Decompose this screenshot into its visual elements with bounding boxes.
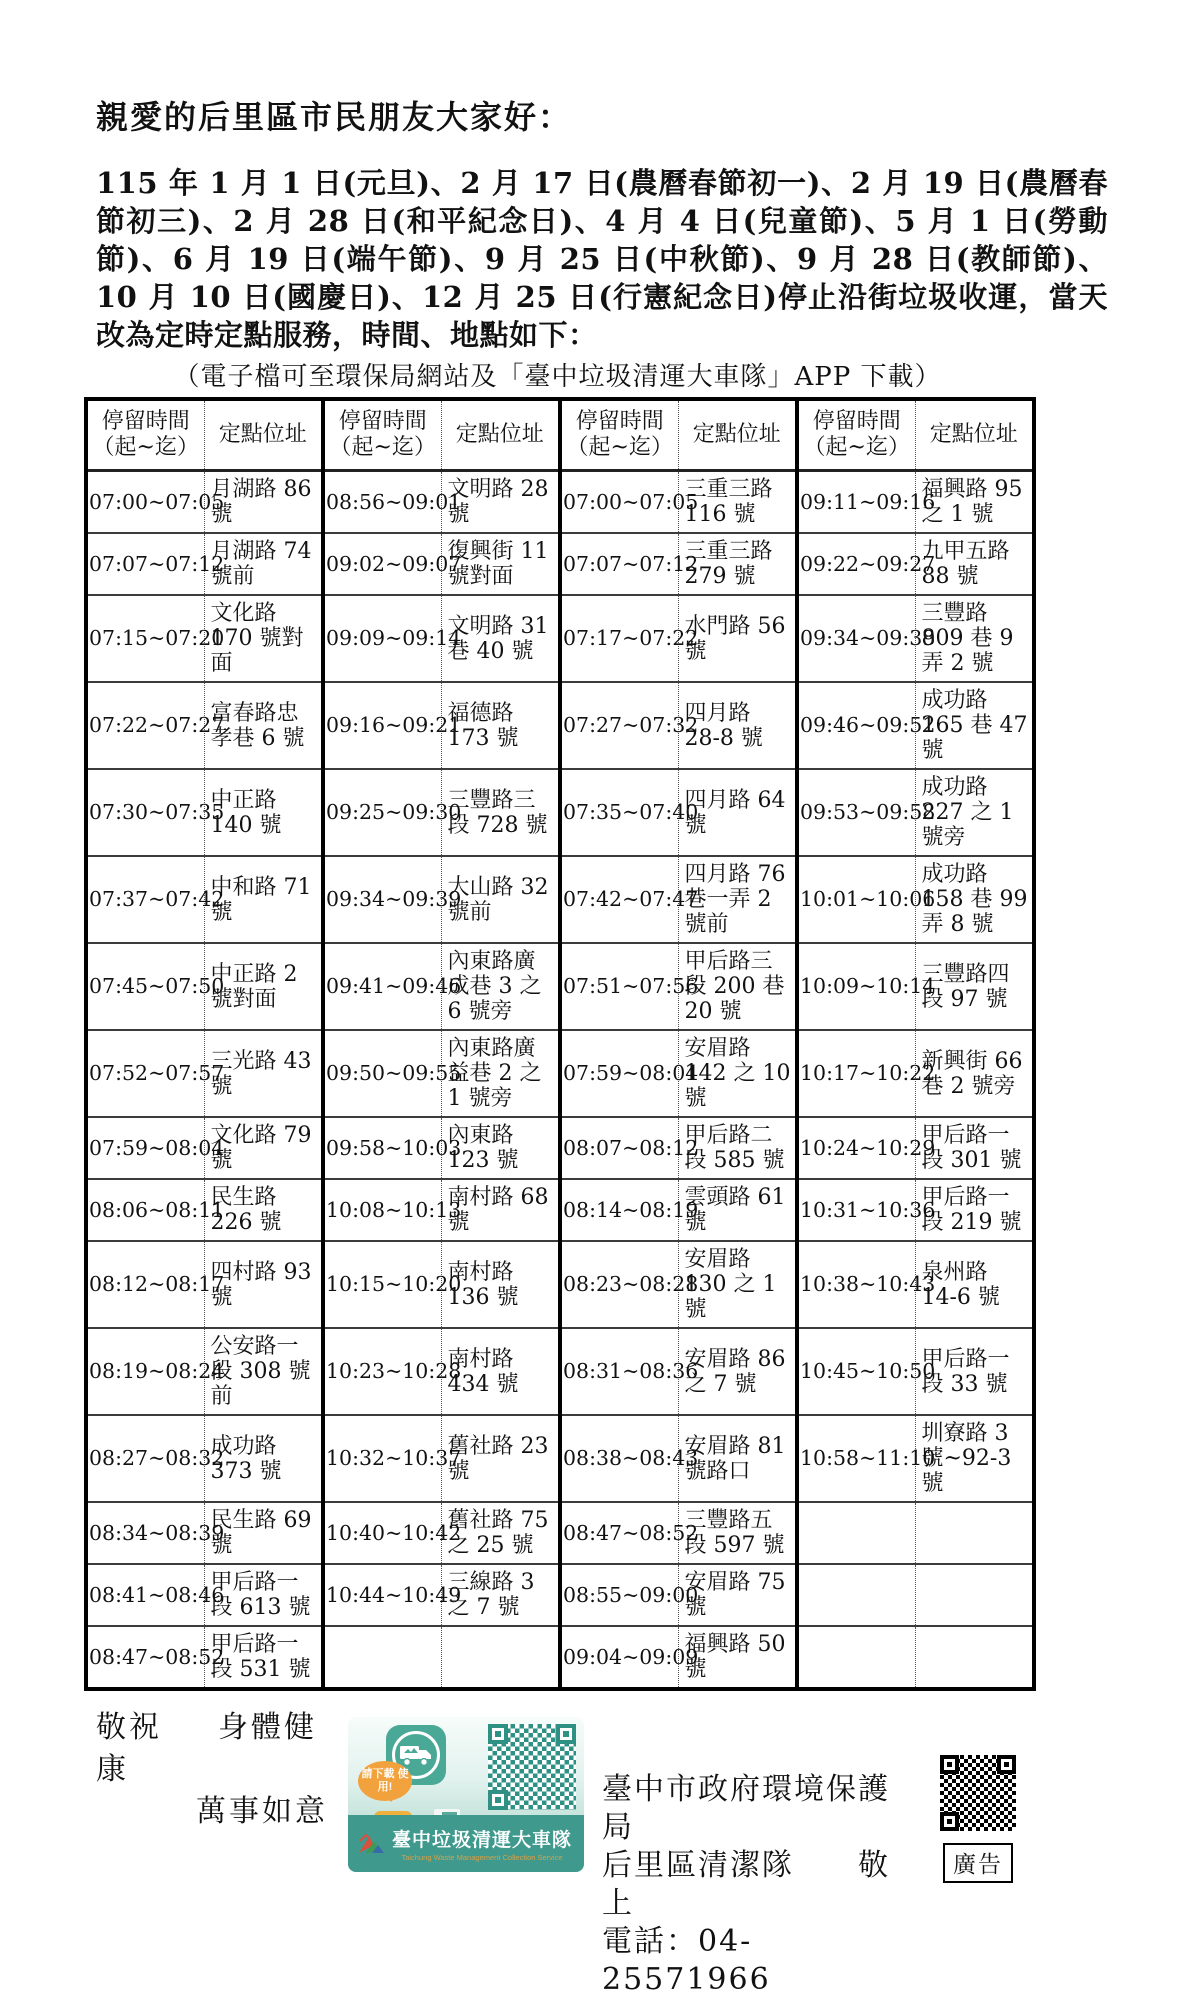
stop-address-cell: 成功路 227 之 1 號旁 [915, 769, 1034, 856]
title-suffix: 市民朋友大家好： [300, 98, 573, 136]
greeting-wish-2: 萬事如意 [196, 1794, 328, 1829]
stop-address-cell: 三線路 3 之 7 號 [441, 1564, 560, 1626]
stop-address-cell: 大山路 32 號前 [441, 856, 560, 943]
stop-time-cell: 10:31~10:36 [797, 1179, 915, 1241]
stop-address-cell: 甲后路二段 585 號 [678, 1117, 797, 1179]
schedule-row [86, 1502, 1034, 1564]
stop-time-cell: 09:58~10:03 [323, 1117, 441, 1179]
stop-time-cell: 07:27~07:32 [560, 682, 678, 769]
schedule-row [86, 1030, 1034, 1117]
stop-address-cell: 文明路 31 巷 40 號 [441, 595, 560, 682]
header-time-line2: （起~迄） [329, 435, 436, 460]
stop-address-cell: 雲頭路 61 號 [678, 1179, 797, 1241]
greeting-wish-1: 身體健康 [96, 1710, 317, 1787]
stop-address-cell: 九甲五路 88 號 [915, 533, 1034, 595]
schedule-row [86, 595, 1034, 682]
stop-address-cell: 新興街 66 巷 2 號旁 [915, 1030, 1034, 1117]
stop-address-cell [915, 1626, 1034, 1689]
stop-time-cell: 07:35~07:40 [560, 769, 678, 856]
contact-qr-code [940, 1755, 1016, 1831]
stop-time-cell: 07:59~08:04 [86, 1117, 204, 1179]
stop-address-cell: 甲后路一段 219 號 [915, 1179, 1034, 1241]
stop-address-cell: 中正路 140 號 [204, 769, 323, 856]
stop-address-cell: 三豐路 809 巷 9 弄 2 號 [915, 595, 1034, 682]
schedule-row [86, 533, 1034, 595]
stop-address-cell: 甲后路一段 301 號 [915, 1117, 1034, 1179]
stop-address-cell: 安眉路 130 之 1 號 [678, 1241, 797, 1328]
stop-time-cell [797, 1564, 915, 1626]
stop-time-cell: 10:32~10:37 [323, 1415, 441, 1502]
stop-address-cell: 富春路忠孝巷 6 號 [204, 682, 323, 769]
stop-address-cell: 公安路一段 308 號前 [204, 1328, 323, 1415]
stop-time-cell: 09:04~09:09 [560, 1626, 678, 1689]
stop-time-cell: 09:16~09:21 [323, 682, 441, 769]
stop-address-cell: 甲后路一段 33 號 [915, 1328, 1034, 1415]
stop-address-cell: 三豐路三段 728 號 [441, 769, 560, 856]
stop-time-cell: 10:40~10:42 [323, 1502, 441, 1564]
stop-address-cell: 水門路 56 號 [678, 595, 797, 682]
stop-time-cell: 10:44~10:49 [323, 1564, 441, 1626]
schedule-row [86, 1626, 1034, 1689]
stop-time-cell: 10:38~10:43 [797, 1241, 915, 1328]
agency-team: 后里區清潔隊 [602, 1848, 794, 1883]
stop-time-cell: 09:46~09:51 [797, 682, 915, 769]
stop-address-cell: 三豐路五段 597 號 [678, 1502, 797, 1564]
stop-address-cell: 月湖路 86 號 [204, 471, 323, 534]
stop-address-cell: 甲后路一段 613 號 [204, 1564, 323, 1626]
stop-address-cell: 中和路 71 號 [204, 856, 323, 943]
stop-time-cell [323, 1626, 441, 1689]
stop-time-cell: 10:23~10:28 [323, 1328, 441, 1415]
stop-time-cell: 08:27~08:32 [86, 1415, 204, 1502]
stop-time-cell: 07:15~07:20 [86, 595, 204, 682]
header-stop-time [323, 399, 441, 471]
stop-time-cell: 07:17~07:22 [560, 595, 678, 682]
stop-time-cell: 08:56~09:01 [323, 471, 441, 534]
stop-address-cell: 安眉路 142 之 10 號 [678, 1030, 797, 1117]
stop-time-cell: 09:11~09:16 [797, 471, 915, 534]
stop-time-cell: 10:01~10:06 [797, 856, 915, 943]
stop-address-cell: 安眉路 81 號路口 [678, 1415, 797, 1502]
header-time-line2: （起~迄） [566, 435, 673, 460]
qr-finder-icon [997, 1755, 1016, 1774]
stop-address-cell: 安眉路 86 之 7 號 [678, 1328, 797, 1415]
fleet-logo-icon [356, 1829, 386, 1859]
schedule-row [86, 943, 1034, 1030]
qr-finder-icon [940, 1812, 959, 1831]
app-qr-code [488, 1724, 576, 1810]
stop-address-cell [915, 1564, 1034, 1626]
header-time-line1: 停留時間 [575, 409, 664, 434]
stop-time-cell: 08:23~08:28 [560, 1241, 678, 1328]
collection-schedule-table [84, 397, 1036, 1691]
header-stop-address: 定點位址 [678, 399, 797, 471]
schedule-row [86, 856, 1034, 943]
agency-signoff: 敬上 [602, 1848, 890, 1921]
stop-address-cell: 成功路 265 巷 47 號 [915, 682, 1034, 769]
stop-time-cell: 07:30~07:35 [86, 769, 204, 856]
stop-address-cell: 成功路 158 巷 99 弄 8 號 [915, 856, 1034, 943]
stop-time-cell: 07:42~07:47 [560, 856, 678, 943]
stop-time-cell: 07:00~07:05 [560, 471, 678, 534]
agency-name: 臺中市政府環境保護局 [602, 1772, 890, 1845]
qr-finder-icon [556, 1724, 576, 1744]
header-time-line1: 停留時間 [101, 409, 190, 434]
schedule-row [86, 1117, 1034, 1179]
closing-greeting [96, 1707, 334, 1999]
header-stop-address: 定點位址 [915, 399, 1034, 471]
stop-time-cell: 09:09~09:14 [323, 595, 441, 682]
stop-address-cell: 內東路 123 號 [441, 1117, 560, 1179]
stop-time-cell: 08:06~08:11 [86, 1179, 204, 1241]
stop-address-cell: 民生路 69 號 [204, 1502, 323, 1564]
stop-address-cell: 安眉路 75 號 [678, 1564, 797, 1626]
stop-address-cell: 三重三路 279 號 [678, 533, 797, 595]
stop-address-cell: 中正路 2 號對面 [204, 943, 323, 1030]
qr-finder-icon [940, 1755, 959, 1774]
stop-address-cell: 福興路 95 之 1 號 [915, 471, 1034, 534]
header-time-line2: （起~迄） [803, 435, 910, 460]
stop-address-cell [441, 1626, 560, 1689]
stop-address-cell: 福興路 50 號 [678, 1626, 797, 1689]
header-time-line1: 停留時間 [812, 409, 901, 434]
stop-address-cell: 福德路 173 號 [441, 682, 560, 769]
stop-address-cell: 內東路廣成巷 3 之 6 號旁 [441, 943, 560, 1030]
stop-address-cell: 甲后路一段 531 號 [204, 1626, 323, 1689]
stop-address-cell: 文化路 170 號對面 [204, 595, 323, 682]
stop-address-cell: 內東路廣益巷 2 之 1 號旁 [441, 1030, 560, 1117]
stop-address-cell: 三豐路四段 97 號 [915, 943, 1034, 1030]
badge-band [348, 1815, 584, 1872]
footer [96, 1707, 1116, 1999]
stop-time-cell: 09:50~09:55 [323, 1030, 441, 1117]
page-title [96, 92, 1116, 138]
stop-time-cell: 09:02~09:07 [323, 533, 441, 595]
schedule-row [86, 1241, 1034, 1328]
stop-address-cell: 民生路 226 號 [204, 1179, 323, 1241]
app-promo-badge [348, 1717, 584, 1872]
stop-time-cell: 09:22~09:27 [797, 533, 915, 595]
header-stop-time [86, 399, 204, 471]
header-stop-time [560, 399, 678, 471]
stop-time-cell: 08:07~08:12 [560, 1117, 678, 1179]
stop-address-cell: 成功路 373 號 [204, 1415, 323, 1502]
stop-time-cell: 08:12~08:17 [86, 1241, 204, 1328]
schedule-row [86, 1564, 1034, 1626]
stop-address-cell: 南村路 434 號 [441, 1328, 560, 1415]
stop-address-cell: 南村路 68 號 [441, 1179, 560, 1241]
stop-time-cell: 10:24~10:29 [797, 1117, 915, 1179]
stop-time-cell: 09:34~09:39 [797, 595, 915, 682]
stop-address-cell: 舊社路 23 號 [441, 1415, 560, 1502]
schedule-row [86, 769, 1034, 856]
stop-address-cell: 泉州路 14-6 號 [915, 1241, 1034, 1328]
stop-address-cell: 月湖路 74 號前 [204, 533, 323, 595]
badge-band-text [392, 1825, 572, 1862]
stop-address-cell: 復興街 11 號對面 [441, 533, 560, 595]
schedule-table-head [86, 399, 1034, 471]
stop-time-cell: 08:47~08:52 [560, 1502, 678, 1564]
stop-time-cell: 07:07~07:12 [560, 533, 678, 595]
stop-time-cell: 07:45~07:50 [86, 943, 204, 1030]
app-download-note: （電子檔可至環保局網站及「臺中垃圾清運大車隊」APP 下載） [173, 362, 942, 392]
ad-column [940, 1755, 1016, 1999]
stop-time-cell: 07:00~07:05 [86, 471, 204, 534]
header-time-line1: 停留時間 [338, 409, 427, 434]
header-stop-address: 定點位址 [204, 399, 323, 471]
stop-time-cell: 09:34~09:39 [323, 856, 441, 943]
stop-address-cell: 舊社路 75 之 25 號 [441, 1502, 560, 1564]
stop-time-cell: 10:08~10:13 [323, 1179, 441, 1241]
download-bubble: 請下載 使用! [358, 1761, 412, 1801]
stop-address-cell: 甲后路三段 200 巷 20 號 [678, 943, 797, 1030]
fleet-name-english: Taichung Waste Management Collection Service [401, 1853, 563, 1862]
stop-time-cell: 08:34~08:39 [86, 1502, 204, 1564]
stop-address-cell: 圳寮路 3 號~92-3 號 [915, 1415, 1034, 1502]
holiday-intro-paragraph: 115 年 1 月 1 日(元旦)、2 月 17 日(農曆春節初一)、2 月 19 日(農曆春節初三)、2 月 28 日(和平紀念日)、4 月 4 日(兒童節)、5 月 1 日(勞動節)、6 月 19 日(端午節)、9 月 25 日(中秋節)、9 月 28 日(教師節)、10 月 10 日(國慶日)、12 月 25 日(行憲紀念日)停止沿街垃圾收運，當天改為定時定點服務，時間、地點如下： [96, 166, 1108, 352]
stop-address-cell: 四月路 76 巷一弄 2 號前 [678, 856, 797, 943]
stop-time-cell: 09:25~09:30 [323, 769, 441, 856]
stop-time-cell: 10:45~10:50 [797, 1328, 915, 1415]
stop-time-cell: 10:09~10:14 [797, 943, 915, 1030]
stop-time-cell: 08:19~08:24 [86, 1328, 204, 1415]
stop-time-cell: 08:47~08:52 [86, 1626, 204, 1689]
agency-phone: 電話：04-25571966 [602, 1924, 771, 1997]
title-district-name: 后里區 [198, 98, 301, 136]
stop-address-cell [915, 1502, 1034, 1564]
stop-address-cell: 南村路 136 號 [441, 1241, 560, 1328]
advertisement-label: 廣告 [943, 1843, 1013, 1883]
header-row [86, 399, 1034, 471]
greeting-salute: 敬祝 [96, 1710, 162, 1745]
schedule-table-body [86, 471, 1034, 1690]
schedule-row [86, 1179, 1034, 1241]
stop-time-cell: 07:52~07:57 [86, 1030, 204, 1117]
stop-time-cell: 07:22~07:27 [86, 682, 204, 769]
stop-time-cell: 08:41~08:46 [86, 1564, 204, 1626]
stop-time-cell: 08:31~08:36 [560, 1328, 678, 1415]
header-stop-address: 定點位址 [441, 399, 560, 471]
stop-time-cell [797, 1626, 915, 1689]
stop-time-cell: 07:37~07:42 [86, 856, 204, 943]
stop-time-cell [797, 1502, 915, 1564]
stop-time-cell: 10:17~10:22 [797, 1030, 915, 1117]
qr-finder-icon [488, 1724, 508, 1744]
stop-address-cell: 四月路 64 號 [678, 769, 797, 856]
stop-time-cell: 07:51~07:56 [560, 943, 678, 1030]
stop-time-cell: 08:55~09:00 [560, 1564, 678, 1626]
agency-team-line [602, 1847, 914, 1923]
schedule-row [86, 1415, 1034, 1502]
schedule-row [86, 682, 1034, 769]
stop-time-cell: 08:14~08:19 [560, 1179, 678, 1241]
fleet-name: 臺中垃圾清運大車隊 [392, 1830, 573, 1851]
stop-address-cell: 三光路 43 號 [204, 1030, 323, 1117]
stop-time-cell: 09:41~09:46 [323, 943, 441, 1030]
title-prefix: 親愛的 [96, 98, 199, 136]
header-time-line2: （起~迄） [92, 435, 199, 460]
stop-address-cell: 三重三路 116 號 [678, 471, 797, 534]
stop-time-cell: 09:53~09:58 [797, 769, 915, 856]
stop-time-cell: 10:15~10:20 [323, 1241, 441, 1328]
stop-address-cell: 四月路 28-8 號 [678, 682, 797, 769]
stop-time-cell: 07:59~08:04 [560, 1030, 678, 1117]
stop-address-cell: 文明路 28 號 [441, 471, 560, 534]
stop-address-cell: 文化路 79 號 [204, 1117, 323, 1179]
schedule-row [86, 471, 1034, 534]
stop-address-cell: 四村路 93 號 [204, 1241, 323, 1328]
header-stop-time [797, 399, 915, 471]
stop-time-cell: 10:58~11:10 [797, 1415, 915, 1502]
stop-time-cell: 07:07~07:12 [86, 533, 204, 595]
schedule-row [86, 1328, 1034, 1415]
agency-signature-block [602, 1771, 914, 1999]
stop-time-cell: 08:38~08:43 [560, 1415, 678, 1502]
